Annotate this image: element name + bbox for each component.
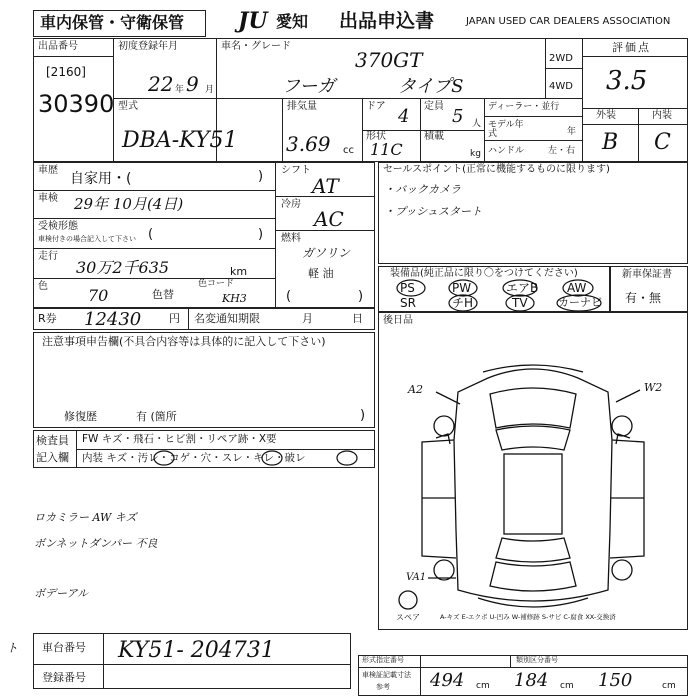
score-value: 3.5 — [606, 66, 648, 96]
registration-number-label: 登録番号 — [42, 671, 86, 684]
interior-grade: C — [654, 130, 671, 155]
damage-mark-a2: A2 — [408, 383, 423, 396]
model-label: 車名・グレード — [221, 41, 291, 52]
equipment-sr: SR — [400, 296, 416, 310]
classification-label: 類別区分番号 — [516, 656, 558, 664]
shape-label: 形状 — [366, 131, 386, 142]
history-label: 車歴 — [38, 165, 58, 176]
model-name: フーガ — [282, 76, 336, 97]
damage-mark-w2: W2 — [644, 381, 663, 394]
displacement-label: 排気量 — [287, 101, 317, 112]
equipment-aw: AW — [567, 281, 587, 295]
spare-label: スペア — [396, 613, 420, 622]
damage-legend: A-キズ E-エクボ U-凹み W-補修跡 S-サビ C-腐食 XX-交換済 — [440, 613, 616, 621]
registration-year: 22 — [148, 72, 174, 96]
chassis-label: 車台番号 — [42, 641, 86, 654]
car-condition-diagram — [378, 330, 688, 630]
color-code-value: KH3 — [222, 292, 247, 305]
interior-label: 内装 — [652, 110, 672, 121]
sales-point-item: ・バックカメラ — [384, 183, 461, 196]
storage-label: 車内保管・守衛保管 — [40, 13, 185, 32]
inspection-value: 29年 10月(4日) — [74, 195, 184, 213]
type-label: 型式 — [118, 101, 138, 112]
comment-line: ボンネットダンパー 不良 — [34, 537, 158, 550]
repair-label: 修復歴 — [64, 410, 97, 423]
model-grade: 370GT — [355, 48, 423, 72]
mileage-label: 走行 — [38, 251, 58, 262]
reference-label: 参考 — [376, 683, 390, 691]
door-value: 4 — [398, 106, 410, 127]
equipment-pw: PW — [452, 281, 472, 295]
sales-point-item: ・プッシュスタート — [384, 205, 483, 218]
shape-value: 11C — [370, 140, 403, 159]
ju-logo: JU — [238, 8, 268, 34]
warranty-label: 新車保証書 — [622, 269, 672, 280]
model-year-label: モデル年式 — [488, 120, 524, 139]
equipment-label: 装備品(純正品に限り〇をつけてください) — [390, 268, 578, 279]
name-change-label: 名変通知期限 — [194, 312, 260, 325]
ac-value: AC — [314, 207, 344, 231]
drive-4wd: 4WD — [549, 81, 573, 92]
handle-label: ハンドル — [488, 146, 525, 156]
fw-row: FW キズ・飛石・ヒビ割・リペア跡・X要 — [82, 433, 277, 445]
width-value: 184 — [514, 670, 549, 691]
equipment-circles — [378, 266, 610, 312]
door-label: ドア — [366, 101, 386, 112]
shift-value: AT — [312, 174, 339, 198]
fuel-label: 燃料 — [281, 233, 301, 244]
comment-line: ロカミラー AW キズ — [34, 511, 137, 524]
lot-sub-number: [2160] — [46, 65, 86, 79]
fuel-option-diesel: 軽 油 — [308, 267, 334, 280]
lot-label: 出品番号 — [38, 41, 78, 52]
equipment-ps: PS — [400, 281, 415, 295]
chassis-value: KY51- 204731 — [118, 638, 275, 663]
interior-marks — [76, 449, 375, 468]
exterior-grade: B — [602, 130, 619, 155]
load-label: 積載 — [424, 131, 444, 142]
height-value: 150 — [598, 670, 633, 691]
interior-row: 内装 キズ・汚レ・コゲ・穴・スレ・キレ・破レ — [82, 452, 306, 464]
score-label: 評価点 — [612, 41, 651, 54]
sales-points-label: セールスポイント(正常に機能するものに限ります) — [383, 164, 610, 175]
color-value: 70 — [88, 286, 109, 305]
notes-label: 注意事項申告欄(不具合内容等は具体的に記入して下さい) — [42, 335, 326, 348]
type-value: DBA-KY51 — [122, 128, 238, 153]
warranty-options: 有・無 — [625, 291, 662, 305]
rear-items-label: 後日品 — [383, 315, 413, 326]
registration-month: 9 — [186, 72, 199, 96]
association-name: JAPAN USED CAR DEALERS ASSOCIATION — [466, 16, 671, 27]
capacity-label: 定員 — [424, 101, 444, 112]
lot-number: 30390 — [38, 90, 115, 118]
equipment-heater: チH — [452, 296, 474, 310]
drive-2wd: 2WD — [549, 53, 573, 64]
handle-options: 左・右 — [548, 146, 576, 156]
equipment-airbag: エアB — [506, 281, 539, 295]
registration-label: 初度登録年月 — [118, 41, 178, 52]
color-label: 色 — [38, 281, 48, 292]
history-value: 自家用・( — [70, 171, 132, 187]
org-name: 愛知 — [276, 12, 309, 31]
equipment-navi: カーナビ — [558, 296, 602, 309]
shift-label: シフト — [281, 165, 311, 176]
ac-label: 冷房 — [281, 199, 301, 210]
recycle-value: 12430 — [84, 309, 142, 330]
entry-label: 記入欄 — [36, 451, 69, 464]
repair-value: 有 (箇所 — [136, 410, 177, 423]
dealer-label: ディーラー・並行 — [488, 102, 560, 112]
mileage-value: 30万2千635 — [76, 258, 170, 277]
fuel-value: ガソリン — [302, 246, 351, 260]
recycle-label: R券 — [38, 312, 57, 325]
inspection-label: 車検 — [38, 193, 58, 204]
capacity-value: 5 — [452, 106, 464, 127]
certification-note: 車検付きの場合記入して下さい — [38, 235, 136, 243]
model-type: タイプS — [398, 76, 464, 97]
designation-label: 形式指定番号 — [362, 656, 404, 664]
damage-mark-va1: VA1 — [406, 572, 427, 583]
displacement-value: 3.69 — [286, 132, 331, 156]
comment-line: ボデーアル — [34, 587, 89, 600]
document-title: 出品申込書 — [339, 10, 435, 32]
color-change-label: 色替 — [152, 288, 174, 301]
length-value: 494 — [430, 670, 465, 691]
certification-label: 受検形態 — [38, 221, 78, 232]
inspector-label: 検査員 — [36, 434, 69, 447]
equipment-tv: TV — [512, 296, 528, 310]
dimension-label: 車検証記載寸法 — [362, 671, 411, 679]
exterior-label: 外装 — [596, 110, 616, 121]
color-code-label: 色コード — [198, 279, 235, 289]
